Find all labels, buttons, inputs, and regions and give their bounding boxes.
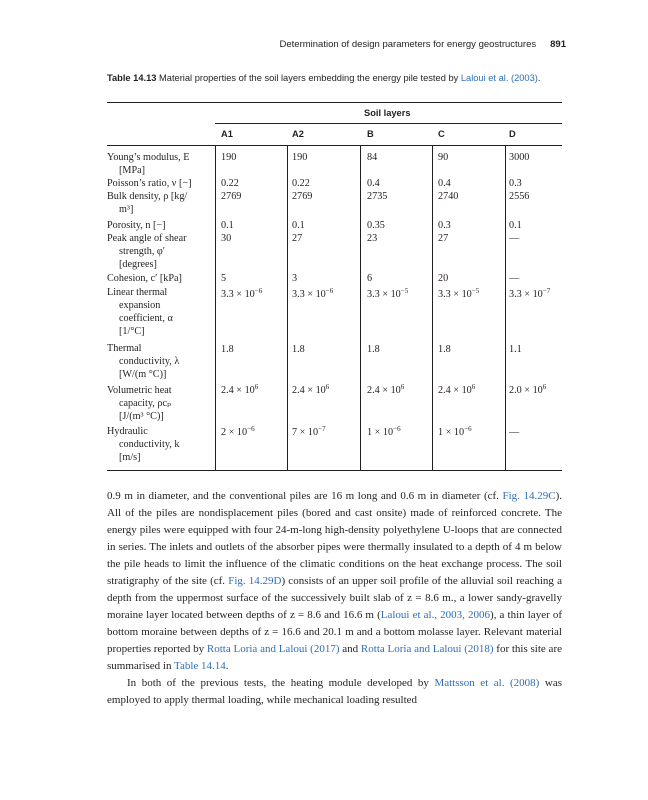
col-header-a2: A2 bbox=[292, 129, 304, 139]
value-exponent: −7 bbox=[318, 425, 326, 433]
cell bbox=[292, 288, 333, 301]
text-run: In both of the previous tests, the heating module developed by bbox=[127, 677, 435, 689]
prop-line: m³] bbox=[119, 204, 134, 215]
caption-text: Material properties of the soil layers embedding the energy pile tested by bbox=[159, 73, 459, 83]
cell bbox=[509, 384, 546, 397]
value-exponent: −5 bbox=[400, 287, 409, 295]
reference-link[interactable]: Rotta Loria and Laloui (2018) bbox=[360, 643, 494, 655]
cell: 3000 bbox=[509, 152, 530, 163]
prop-line: [m/s] bbox=[119, 452, 141, 463]
paragraph-2 bbox=[107, 675, 562, 709]
col-header-d: D bbox=[509, 129, 516, 139]
value-base: 2.4 × 10 bbox=[367, 385, 401, 396]
text-run: ). All of the piles are nondisplacement piles (bored and cast onsite) made of reinforced concrete. The energy piles were equipped with four 24-m-long high-density polyethylene U-loops that are connected in series. The inlets and outlets of the absorber pipes were thermally insulated to a depth of 4 m below the pile heads to limit the influence of the climatic conditions on the heat exchange process. The soil stratigraphy of the site (cf. bbox=[107, 490, 562, 587]
column-divider bbox=[287, 145, 288, 471]
cell bbox=[367, 426, 401, 439]
column-divider bbox=[360, 145, 361, 471]
caption-label: Table 14.13 bbox=[107, 73, 157, 83]
column-divider bbox=[215, 145, 216, 471]
row-label-linear-thermal-expansion bbox=[107, 286, 215, 338]
row-label-poissons-ratio bbox=[107, 177, 215, 190]
prop-line: [degrees] bbox=[119, 259, 157, 270]
value-exponent: 6 bbox=[325, 383, 330, 391]
cell bbox=[438, 384, 475, 397]
cell: 0.4 bbox=[438, 178, 451, 189]
value-base: 3.3 × 10 bbox=[292, 289, 326, 300]
cell: 0.1 bbox=[292, 220, 305, 231]
prop-line: [W/(m °C)] bbox=[119, 369, 167, 380]
value-exponent: 6 bbox=[471, 383, 476, 391]
prop-line: Hydraulic bbox=[107, 426, 148, 437]
table-caption bbox=[107, 72, 562, 85]
text-run: for this site are summarised in bbox=[107, 643, 562, 672]
cell: 0.3 bbox=[509, 178, 522, 189]
cell: 190 bbox=[221, 152, 237, 163]
cell: 6 bbox=[367, 273, 373, 284]
cell bbox=[367, 288, 408, 301]
cell: 90 bbox=[438, 152, 449, 163]
prop-line: conductivity, λ bbox=[119, 356, 180, 367]
cell bbox=[292, 384, 329, 397]
cell: 1.8 bbox=[292, 344, 305, 355]
prop-line: Volumetric heat bbox=[107, 385, 172, 396]
cell bbox=[438, 288, 479, 301]
cell: 2740 bbox=[438, 191, 459, 202]
cell: 0.3 bbox=[438, 220, 451, 231]
value-base: 2.4 × 10 bbox=[221, 385, 255, 396]
cell bbox=[438, 426, 472, 439]
reference-link[interactable]: Laloui et al., 2003, 2006 bbox=[380, 609, 491, 621]
cell: 190 bbox=[292, 152, 308, 163]
cell: 0.1 bbox=[509, 220, 522, 231]
value-exponent: 6 bbox=[400, 383, 405, 391]
cell: 2556 bbox=[509, 191, 530, 202]
value-base: 2.4 × 10 bbox=[292, 385, 326, 396]
prop-line: expansion bbox=[119, 300, 161, 311]
cell: 1.8 bbox=[221, 344, 234, 355]
prop-line: Cohesion, c′ [kPa] bbox=[107, 273, 182, 284]
paragraph-1 bbox=[107, 488, 562, 675]
row-label-youngs-modulus bbox=[107, 151, 215, 177]
cell: — bbox=[509, 427, 520, 438]
row-label-peak-angle bbox=[107, 232, 215, 271]
value-base: 1 × 10 bbox=[367, 427, 394, 438]
reference-link[interactable]: Fig. 14.29D bbox=[228, 575, 282, 587]
row-label-thermal-conductivity bbox=[107, 342, 215, 381]
text-run: ), a thin layer of bottom moraine between depths of z = 16.6 and 20.1 m and a bottom molasse layer. Relevant material properties reported by bbox=[107, 609, 563, 655]
value-base: 3.3 × 10 bbox=[221, 289, 255, 300]
value-base: 7 × 10 bbox=[292, 427, 319, 438]
text-run: 0.9 m in diameter, and the conventional piles are 16 m long and 0.6 m in diameter (cf. bbox=[107, 490, 503, 502]
prop-line: Thermal bbox=[107, 343, 142, 354]
text-run: was employed to apply thermal loading, while mechanical loading resulted bbox=[107, 677, 562, 706]
reference-link[interactable]: Table 14.14 bbox=[174, 660, 226, 672]
reference-link[interactable]: Fig. 14.29C bbox=[502, 490, 556, 502]
cell bbox=[221, 384, 258, 397]
value-base: 1 × 10 bbox=[438, 427, 465, 438]
value-base: 3.3 × 10 bbox=[509, 289, 543, 300]
group-header: Soil layers bbox=[364, 108, 411, 118]
running-head bbox=[280, 39, 567, 50]
column-divider bbox=[432, 145, 433, 471]
cell: 2769 bbox=[292, 191, 313, 202]
cell: — bbox=[509, 273, 520, 284]
caption-end: . bbox=[537, 73, 541, 83]
prop-line: Young’s modulus, E bbox=[107, 152, 190, 163]
prop-line: [MPa] bbox=[119, 165, 146, 176]
prop-line: Porosity, n [−] bbox=[107, 220, 166, 231]
row-label-volumetric-heat-capacity bbox=[107, 384, 215, 423]
row-label-hydraulic-conductivity bbox=[107, 425, 215, 464]
cell: 20 bbox=[438, 273, 449, 284]
value-exponent: −5 bbox=[471, 287, 480, 295]
value-base: 2.4 × 10 bbox=[438, 385, 472, 396]
cell bbox=[367, 384, 404, 397]
row-label-bulk-density bbox=[107, 190, 215, 216]
value-exponent: −7 bbox=[542, 287, 551, 295]
text-run: ) consists of an upper soil profile of the alluvial soil reaching a depth from the uppermost surface of the successively built slab of z = 8.6 m., a lower sandy-gravelly moraine layer located between depths of z = 8.6 and 16.6 m ( bbox=[107, 575, 562, 621]
table-bottom-rule bbox=[107, 470, 562, 471]
value-exponent: −6 bbox=[464, 425, 472, 433]
group-header-rule bbox=[215, 123, 562, 124]
cell bbox=[221, 426, 255, 439]
cell: 84 bbox=[367, 152, 378, 163]
prop-line: Linear thermal bbox=[107, 287, 168, 298]
value-exponent: 6 bbox=[542, 383, 547, 391]
value-exponent: −6 bbox=[247, 425, 255, 433]
cell bbox=[292, 426, 326, 439]
cell: 0.35 bbox=[367, 220, 385, 231]
cell: 0.22 bbox=[221, 178, 239, 189]
column-divider bbox=[505, 145, 506, 471]
cell: 30 bbox=[221, 233, 232, 244]
value-exponent: −6 bbox=[325, 287, 334, 295]
cell: 2769 bbox=[221, 191, 242, 202]
cell: 3 bbox=[292, 273, 298, 284]
value-exponent: −6 bbox=[393, 425, 401, 433]
page-number: 891 bbox=[550, 39, 566, 50]
prop-line: strength, φ′ bbox=[119, 246, 166, 257]
running-title: Determination of design parameters for energy geostructures bbox=[279, 39, 537, 50]
cell: 0.1 bbox=[221, 220, 234, 231]
reference-link[interactable]: Mattsson et al. (2008) bbox=[434, 677, 540, 689]
col-header-c: C bbox=[438, 129, 445, 139]
body-text bbox=[107, 488, 562, 709]
col-header-a1: A1 bbox=[221, 129, 233, 139]
value-exponent: 6 bbox=[254, 383, 259, 391]
prop-line: coefficient, α bbox=[119, 313, 173, 324]
row-label-cohesion bbox=[107, 272, 215, 285]
prop-line: Poisson’s ratio, ν [−] bbox=[107, 178, 192, 189]
prop-line: [J/(m³ °C)] bbox=[119, 411, 164, 422]
table-top-rule bbox=[107, 102, 562, 103]
value-base: 2 × 10 bbox=[221, 427, 248, 438]
text-run: and bbox=[339, 643, 361, 655]
prop-line: Peak angle of shear bbox=[107, 233, 187, 244]
text-run: . bbox=[225, 660, 229, 672]
cell: 23 bbox=[367, 233, 378, 244]
prop-line: capacity, ρcₚ bbox=[119, 398, 172, 409]
header-bottom-rule bbox=[107, 145, 562, 146]
cell: 5 bbox=[221, 273, 227, 284]
cell: 0.4 bbox=[367, 178, 380, 189]
prop-line: [1/°C] bbox=[119, 326, 145, 337]
col-header-b: B bbox=[367, 129, 374, 139]
caption-reference-link[interactable]: Laloui et al. (2003) bbox=[460, 73, 538, 83]
cell bbox=[509, 288, 550, 301]
cell: 1.8 bbox=[367, 344, 380, 355]
cell: 27 bbox=[292, 233, 303, 244]
row-label-porosity bbox=[107, 219, 215, 232]
cell: 0.22 bbox=[292, 178, 310, 189]
cell: 27 bbox=[438, 233, 449, 244]
cell bbox=[221, 288, 262, 301]
cell: 1.1 bbox=[509, 344, 522, 355]
value-exponent: −6 bbox=[254, 287, 263, 295]
value-base: 3.3 × 10 bbox=[438, 289, 472, 300]
prop-line: Bulk density, ρ [kg/ bbox=[107, 191, 188, 202]
prop-line: conductivity, k bbox=[119, 439, 180, 450]
value-base: 3.3 × 10 bbox=[367, 289, 401, 300]
value-base: 2.0 × 10 bbox=[509, 385, 543, 396]
cell: 1.8 bbox=[438, 344, 451, 355]
cell: — bbox=[509, 233, 520, 244]
cell: 2735 bbox=[367, 191, 388, 202]
reference-link[interactable]: Rotta Loria and Laloui (2017) bbox=[206, 643, 340, 655]
